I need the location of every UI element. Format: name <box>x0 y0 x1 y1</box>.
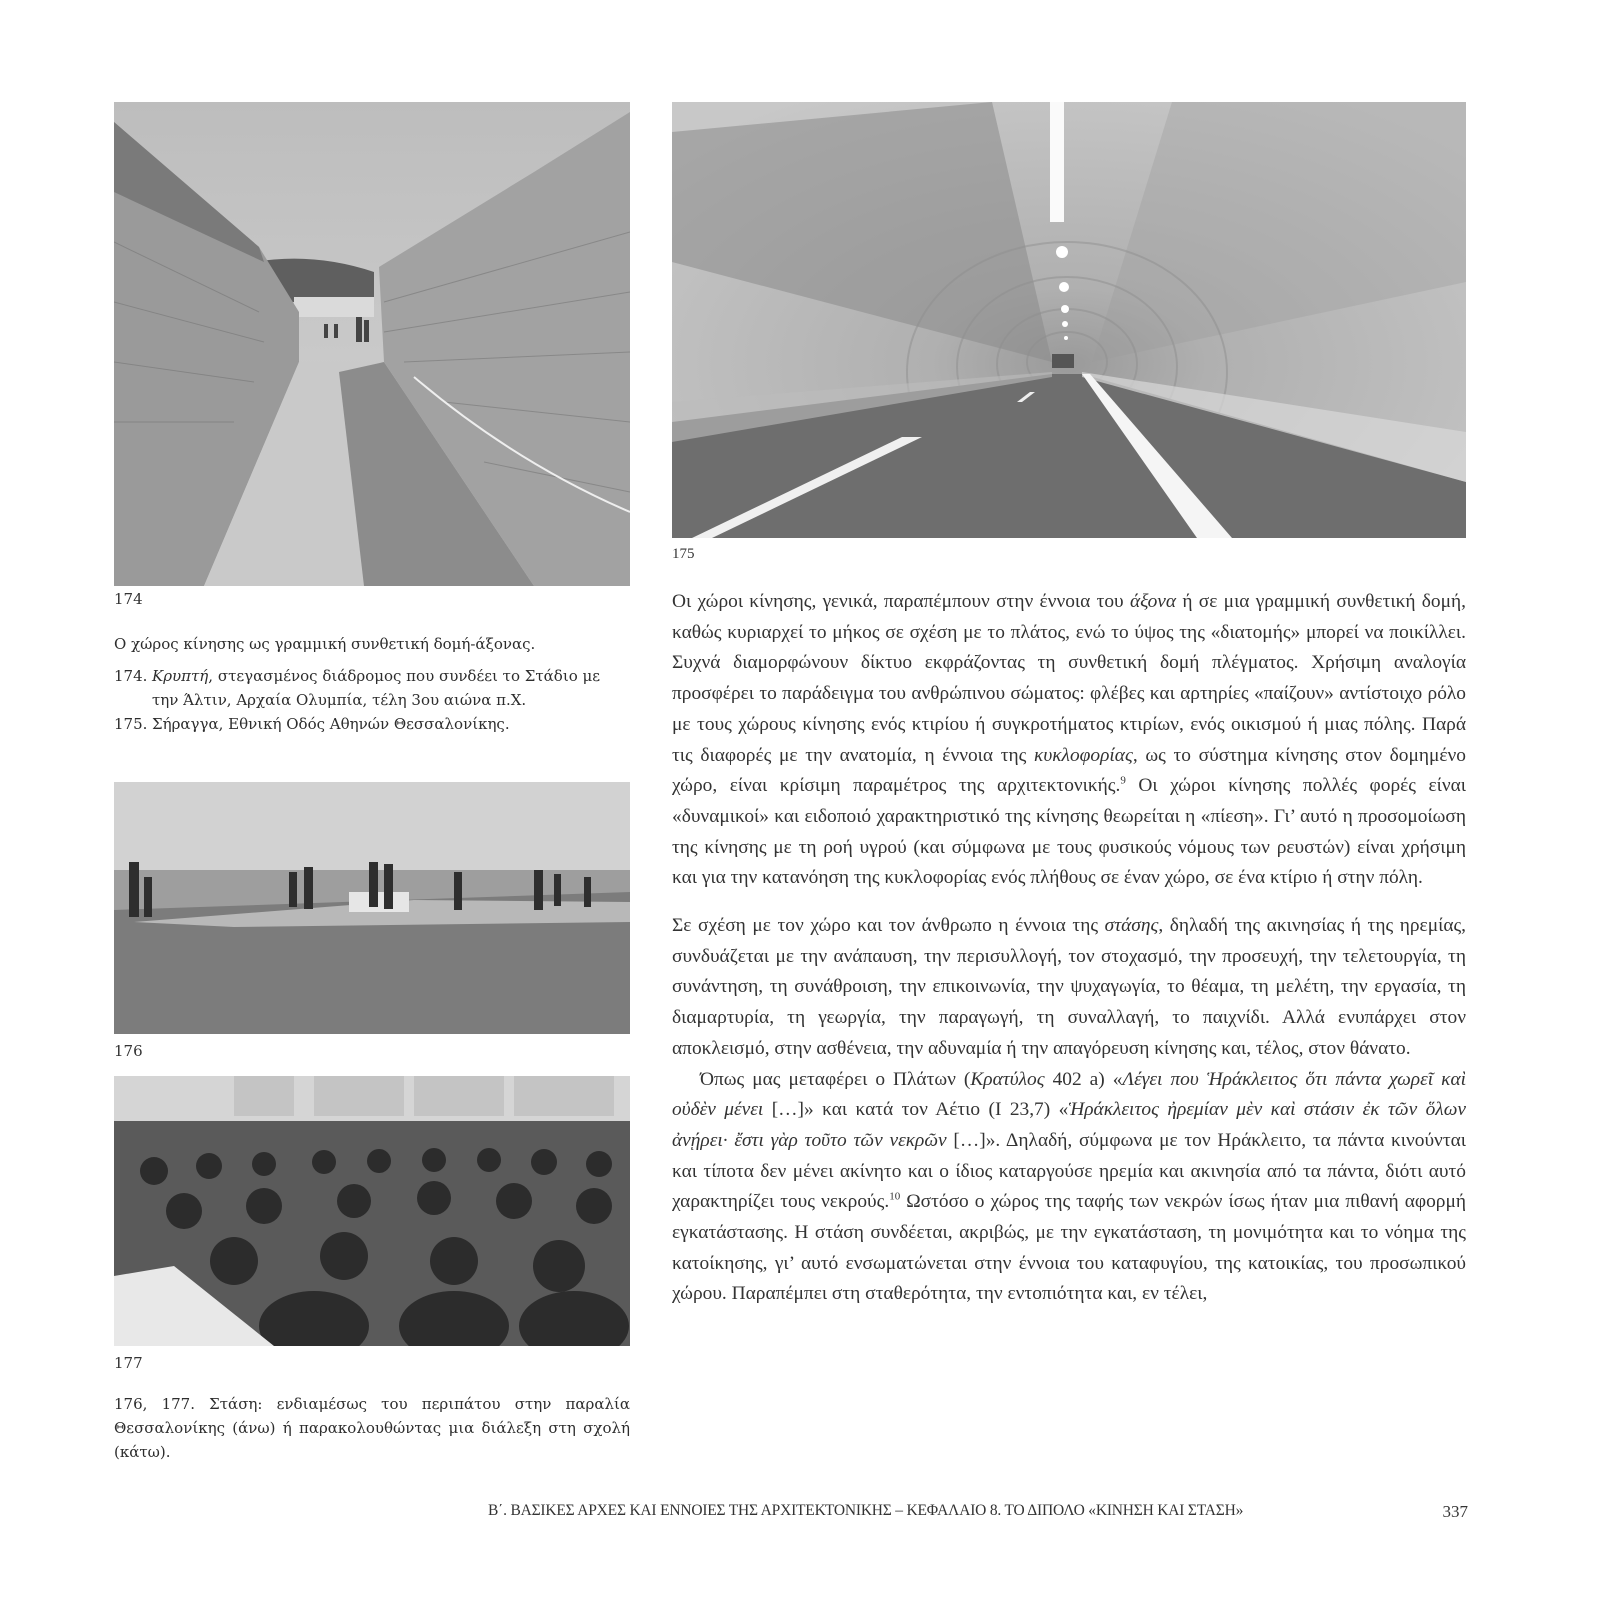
text-run: Όπως μας μεταφέρει ο Πλάτων ( <box>700 1068 971 1090</box>
figure-175-number: 175 <box>672 546 695 562</box>
paragraph-2 <box>672 911 1466 1065</box>
italic-run: Ἡράκλειτος ἠρεμίαν μὲν καὶ στάσιν ἐκ τῶν ὅλων ἀνῄρει· ἔστι γὰρ τοῦτο τῶν νεκρῶν <box>672 1099 1466 1151</box>
italic-run: στάσης <box>1104 915 1159 937</box>
footnote-ref[interactable]: 9 <box>1120 774 1126 787</box>
italic-run: Λέγει που Ἡράκλειτος ὅτι πάντα χωρεῖ καὶ οὐδὲν μένει <box>672 1068 1467 1121</box>
text-run: ή σε μια γραμμική συνθετική δομή, καθώς κυριαρχεί το μήκος σε σχέση με το πλάτος, ενώ το ύψος της «διατομής» μπορεί να ποικίλλει. Συχνά διαμορφώνουν δίκτυο εκφράζοντας τη συνθετική δομή πλέγματος. Χρήσιμη αναλογία προσφέρει το παράδειγμα του ανθρώπινου σώματος: φλέβες και αρτηρίες «παίζουν» αντίστοιχο ρόλο με τους χώρους κίνησης ενός κτιρίου ή συγκροτήματος κτιρίων, ενός οικισμού ή μιας πόλης. Παρά τις διαφορές με την ανατομία, η έννοια της <box>672 591 1466 766</box>
text-run: […]» και κατά τον Αέτιο (I 23,7) « <box>763 1099 1069 1121</box>
italic-run: κυκλοφορίας <box>1034 744 1133 766</box>
caption-block-174-175 <box>114 632 630 736</box>
figure-176-photo <box>114 782 630 1034</box>
figure-177-number: 177 <box>114 1354 143 1372</box>
paragraph-3 <box>672 1065 1466 1311</box>
text-run: Σε σχέση με τον χώρο και τον άνθρωπο η έννοια της <box>672 915 1105 937</box>
caption-item-174 <box>114 664 630 712</box>
italic-run: άξονα <box>1129 591 1177 612</box>
figure-177-photo <box>114 1076 630 1346</box>
text-run: Οι χώροι κίνησης πολλές φορές είναι «δυναμικοί» και ειδοποιό χαρακτηριστικό της κίνησης θεωρείται η «πίεση». Γι’ αυτό η προσομοίωση της κίνησης με τη ροή υγρού (και σύμφωνα με τους φυσικούς νόμους των ρευστών) είναι χρήσιμη και για την κατανόηση της κυκλοφορίας ενός πλήθους σε έναν χώρο, σε ένα κτίριο ή στην πόλη. <box>672 775 1466 889</box>
figure-175-photo <box>672 102 1466 538</box>
caption-text <box>152 664 630 712</box>
page-number: 337 <box>1442 1502 1468 1521</box>
caption-heading: Ο χώρος κίνησης ως γραμμική συνθετική δομή-άξονας. <box>114 635 536 653</box>
italic-run: Κρατύλος <box>970 1068 1045 1090</box>
figure-174-number: 174 <box>114 590 143 608</box>
text-run: 402 a) « <box>1044 1068 1123 1090</box>
figure-174-photo <box>114 102 630 586</box>
body-text <box>672 587 1466 1310</box>
text-run: […]». Δηλαδή, σύμφωνα με τον Ηράκλειτο, τα πάντα κινούνται και τίποτα δεν μένει ακίνητο και ο ίδιος καταργούσε ηρεμία και ακινησία από τα πάντα, διότι αυτό χαρακτηρίζει τους νεκρούς. <box>672 1129 1466 1213</box>
caption-number: 175. <box>114 715 148 733</box>
caption-item-175 <box>114 712 630 736</box>
text-run: Οι χώροι κίνησης, γενικά, παραπέμπουν στην έννοια του <box>672 591 1130 612</box>
text-run: , δηλαδή της ακινησίας ή της ηρεμίας, συνδυάζεται με την ανάπαυση, την περισυλλογή, τον στοχασμό, την προσευχή, την τελετουργία, τη συνάντηση, τη συνάθροιση, την επικοινωνία, την ψυχαγωγία, το θέαμα, τη μελέτη, την εργασία, τη διαμαρτυρία, τη γεωργία, την παραγωγή, τη συναλλαγή, το παιχνίδι. Αλλά ενυπάρχει στον αποκλεισμό, στην ασθένεια, την αδυναμία ή την απαγόρευση κίνησης και, τέλος, στον θάνατο. <box>672 915 1467 1059</box>
caption-text: 176, 177. Στάση: ενδιαμέσως του περιπάτου στην παραλία Θεσσαλονίκης (άνω) ή παρακολουθώντας μια διάλεξη στη σχολή (κάτω). <box>114 1395 630 1461</box>
paragraph-1 <box>672 587 1466 894</box>
caption-number: 174. <box>114 667 148 685</box>
text-run: Ωστόσο ο χώρος της ταφής των νεκρών ίσως ήταν μια πιθανή αφορμή εγκατάστασης. Η στάση συνδέεται, ακριβώς, με την εγκατάσταση, τη μονιμότητα και το νόημα της κατοίκησης, γι’ αυτό ενσωματώνεται στην έννοια του καταφυγίου, της κατοικίας, του προσωπικού χώρου. Παραπέμπει στη σταθερότητα, την εντοπιότητα και, εν τέλει, <box>672 1191 1466 1305</box>
caption-176-177 <box>114 1392 630 1464</box>
figure-176-number: 176 <box>114 1042 143 1060</box>
footnote-ref[interactable]: 10 <box>889 1190 901 1203</box>
running-head: Β΄. ΒΑΣΙΚΕΣ ΑΡΧΕΣ ΚΑΙ ΕΝΝΟΙΕΣ ΤΗΣ ΑΡΧΙΤΕΚΤΟΝΙΚΗΣ – ΚΕΦΑΛΑΙΟ 8. ΤΟ ΔΙΠΟΛΟ «ΚΙΝΗΣΗ ΚΑΙ ΣΤΑΣΗ» <box>488 1502 1244 1519</box>
caption-text: Σήραγγα, Εθνική Οδός Αθηνών Θεσσαλονίκης. <box>152 715 510 733</box>
caption-body: , στεγασμένος διάδρομος που συνδέει το Στάδιο με την Άλτιν, Αρχαία Ολυμπία, τέλη 3ου αιώνα π.Χ. <box>152 667 601 709</box>
text-run: , ως το σύστημα κίνησης στον δομημένο χώρο, είναι κρίσιμη παραμέτρος της αρχιτεκτονικής. <box>672 744 1466 797</box>
caption-italic: Κρυπτή <box>152 667 209 685</box>
